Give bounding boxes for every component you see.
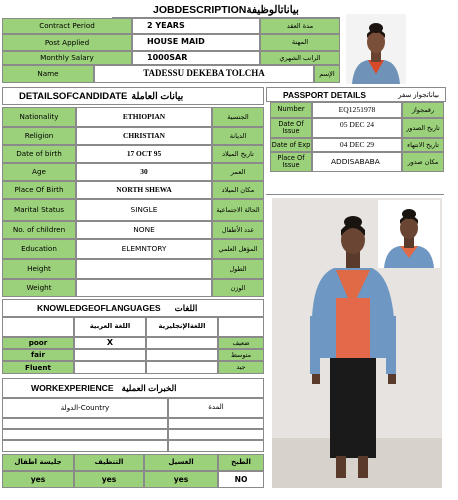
experience-row-1-country (2, 418, 168, 429)
lang-english-fair (146, 349, 218, 361)
job-label-monthly-salary: Monthly Salary (2, 51, 132, 65)
cand-ar-education: المؤهل العلمي (212, 239, 264, 259)
skill-value-cooking: NO (218, 471, 264, 488)
lang-level-fluent: Fluent (2, 361, 74, 374)
candidate-title-en: DETAILSOFCANDIDATE (19, 90, 128, 102)
skill-header-washing: الغسيل (144, 454, 218, 471)
lang-ar-fluent: جيد (218, 361, 264, 374)
passport-ar-place: مكان صدور (402, 152, 444, 172)
job-label-post-applied: Post Applied (2, 34, 132, 51)
lang-ar-fair: متوسط (218, 349, 264, 361)
candidate-header (2, 87, 264, 105)
passport-ar-number: رقمجواز (402, 102, 444, 118)
skill-header-babysitting: جليسة اطفال (2, 454, 74, 471)
candidate-photo-small (346, 14, 406, 84)
experience-row-1-period (168, 418, 264, 429)
lang-level-fair: fair (2, 349, 74, 361)
job-ar-name: الإسم (314, 65, 340, 83)
job-label-contract-period: Contract Period (2, 18, 132, 34)
job-value-name: TADESSU DEKEBA TOLCHA (94, 65, 314, 83)
skill-value-washing: yes (144, 471, 218, 488)
cand-label-age: Age (2, 163, 76, 181)
job-ar-contract-period: مدة العقد (260, 18, 340, 34)
experience-title-ar: الخبرات العملية (121, 382, 177, 393)
passport-title-ar: بياناتجواز سفر (398, 91, 439, 99)
job-value-post-applied: HOUSE MAID (132, 34, 260, 51)
cand-ar-marital-status: الحالة الاجتماعية (212, 199, 264, 221)
skill-header-cleaning: التنظيف (74, 454, 144, 471)
candidate-photo-small-image (346, 14, 406, 84)
cand-ar-dob: تاريخ الميلاد (212, 145, 264, 163)
cand-label-education: Education (2, 239, 76, 259)
lang-arabic-fluent (74, 361, 146, 374)
cand-ar-height: الطول (212, 259, 264, 279)
passport-value-place: ADDISABABA (312, 152, 402, 172)
cand-value-age: 30 (76, 163, 212, 181)
candidate-photo-full (272, 198, 442, 488)
experience-row-3-period (168, 440, 264, 452)
job-value-contract-period: 2 YEARS (132, 18, 260, 34)
cand-value-children: NONE (76, 221, 212, 239)
job-description-header (112, 2, 340, 18)
cand-ar-nationality: الجنسية (212, 107, 264, 127)
job-ar-post-applied: المهنة (260, 34, 340, 51)
cand-label-height: Height (2, 259, 76, 279)
experience-row-3-country (2, 440, 168, 452)
passport-label-expiry: Date of Exp (270, 138, 312, 152)
experience-row-2-country (2, 429, 168, 440)
passport-title-en: PASSPORT DETAILS (283, 89, 366, 100)
candidate-title-ar: بيانات العاملة (131, 90, 184, 102)
cand-ar-weight: الوزن (212, 279, 264, 297)
experience-header (2, 378, 264, 398)
job-title-ar: بياناتالوظيفة (246, 3, 299, 16)
languages-title-en: KNOWLEDGEOFLANGUAGES (37, 303, 161, 313)
cand-value-weight (76, 279, 212, 297)
cand-value-religion: CHRISTIAN (76, 127, 212, 145)
passport-label-issue-date: Date Of Issue (270, 118, 312, 138)
lang-english-poor (146, 337, 218, 349)
lang-arabic-fair (74, 349, 146, 361)
lang-arabic-poor: X (74, 337, 146, 349)
lang-ar-poor: ضعيف (218, 337, 264, 349)
passport-label-place: Place Of Issue (270, 152, 312, 172)
lang-level-poor: poor (2, 337, 74, 349)
cand-value-marital-status: SINGLE (76, 199, 212, 221)
skill-header-cooking: الطبخ (218, 454, 264, 471)
lang-col-english: اللغةالإنجليزية (146, 317, 218, 337)
cand-label-religion: Religion (2, 127, 76, 145)
candidate-photo-full-image (272, 198, 442, 488)
skill-value-babysitting: yes (2, 471, 74, 488)
lang-corner-right (218, 317, 264, 337)
experience-country-label: الدولة-Country (2, 398, 168, 418)
lang-english-fluent (146, 361, 218, 374)
job-title-en: JOBDESCRIPTION (153, 3, 247, 16)
cand-ar-children: عدد الأطفال (212, 221, 264, 239)
cand-ar-place-of-birth: مكان الميلاد (212, 181, 264, 199)
passport-header (266, 87, 446, 102)
cand-label-weight: Weight (2, 279, 76, 297)
passport-value-number: EQ1251978 (312, 102, 402, 118)
passport-value-expiry: 04 DEC 29 (312, 138, 402, 152)
lang-col-arabic: اللغة العربية (74, 317, 146, 337)
experience-row-2-period (168, 429, 264, 440)
languages-title-ar: اللغات (174, 302, 198, 313)
cand-value-height (76, 259, 212, 279)
passport-label-number: Number (270, 102, 312, 118)
passport-divider (266, 194, 444, 195)
languages-header (2, 299, 264, 317)
experience-title-en: WORKEXPERIENCE (31, 383, 114, 393)
passport-ar-issue-date: تاريخ الصدور (402, 118, 444, 138)
passport-ar-expiry: تاريخ الانتهاء (402, 138, 444, 152)
cand-label-nationality: Nationality (2, 107, 76, 127)
passport-value-issue-date: 05 DEC 24 (312, 118, 402, 138)
experience-period-label: المدة (168, 398, 264, 418)
cand-label-marital-status: Marital Status (2, 199, 76, 221)
skill-value-cleaning: yes (74, 471, 144, 488)
cand-value-dob: 17 OCT 95 (76, 145, 212, 163)
cand-label-children: No. of children (2, 221, 76, 239)
cand-value-nationality: ETHIOPIAN (76, 107, 212, 127)
cand-ar-religion: الديانة (212, 127, 264, 145)
job-value-monthly-salary: 1000SAR (132, 51, 260, 65)
lang-corner (2, 317, 74, 337)
job-label-name: Name (2, 65, 94, 83)
cand-value-place-of-birth: NORTH SHEWA (76, 181, 212, 199)
cand-label-dob: Date of birth (2, 145, 76, 163)
cand-value-education: ELEMNTORY (76, 239, 212, 259)
job-ar-monthly-salary: الراتب الشهري (260, 51, 340, 65)
cand-ar-age: العمر (212, 163, 264, 181)
cand-label-place-of-birth: Place Of Birth (2, 181, 76, 199)
